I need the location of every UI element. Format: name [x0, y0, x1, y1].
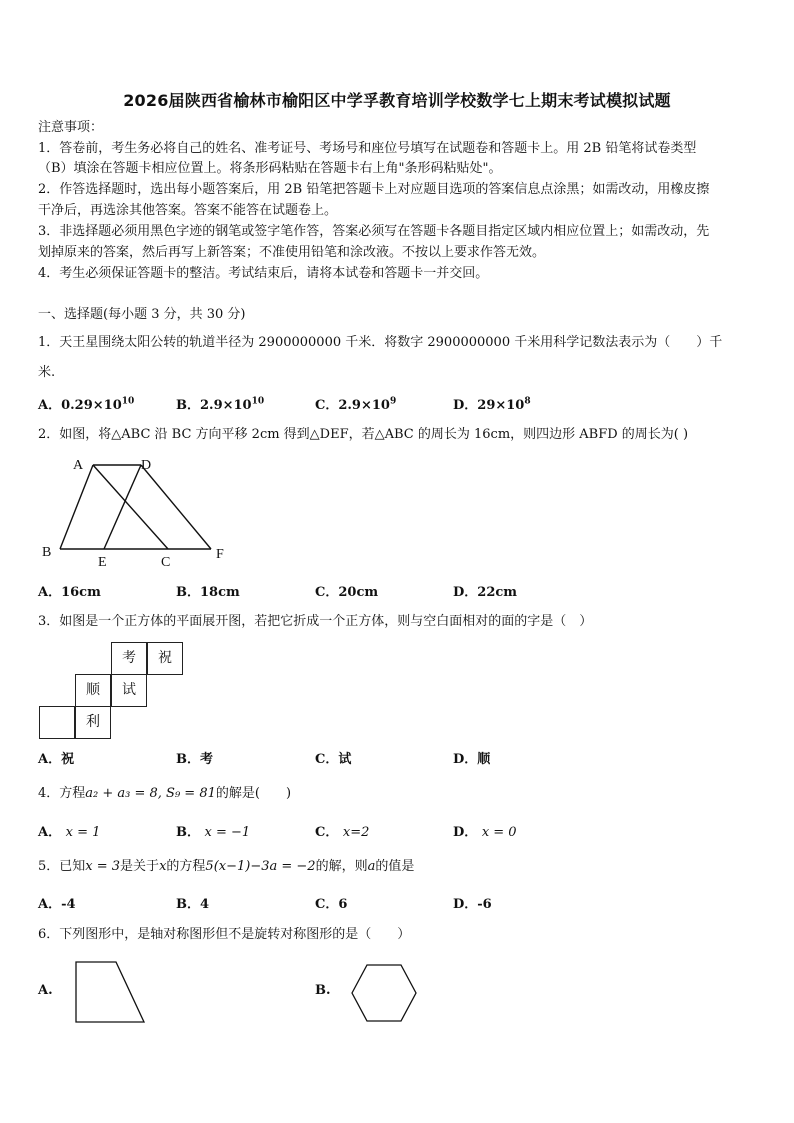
- q3-option-b[interactable]: B．考: [176, 752, 213, 767]
- q5-option-b[interactable]: B．4: [176, 897, 210, 912]
- q4-option-b[interactable]: B． x = −1: [176, 825, 251, 840]
- question-5-stem: 5．已知x = 3是关于x的方程5(x−1)−3a = −2的解，则a的值是: [38, 859, 415, 874]
- net-cell-shi: 试: [111, 674, 147, 707]
- segment-de: [104, 465, 141, 549]
- q4-option-d[interactable]: D． x = 0: [453, 825, 517, 840]
- q2-option-c[interactable]: C．20cm: [315, 585, 379, 600]
- right-trapezoid-figure: [72, 960, 152, 1026]
- q1-option-c[interactable]: C．$2.9\times 10^9$: [315, 396, 397, 413]
- segment-ac: [93, 465, 168, 549]
- section-heading: 一、选择题(每小题 3 分，共 30 分): [38, 307, 246, 322]
- question-2-stem: 2．如图，将△ABC 沿 BC 方向平移 2cm 得到△DEF，若△ABC 的周长为 16cm，则四边形 ABFD 的周长为( ): [38, 427, 689, 442]
- q5-equation: 5(x−1)−3a = −2: [205, 859, 316, 874]
- label-a: A: [73, 458, 84, 473]
- q3-option-a[interactable]: A．祝: [38, 752, 75, 767]
- notice-item: 2．作答选择题时，选出每小题答案后，用 2B 铅笔把答题卡上对应题目选项的答案信息点涂黑；如需改动，用橡皮擦: [38, 182, 710, 197]
- net-cell-li: 利: [75, 706, 111, 739]
- label-c: C: [161, 555, 171, 570]
- notice-item: 划掉原来的答案，然后再写上新答案；不准使用铅笔和涂改液。不按以上要求作答无效。: [38, 245, 546, 260]
- q2-option-b[interactable]: B．18cm: [176, 585, 240, 600]
- notice-item: 1．答卷前，考生务必将自己的姓名、准考证号、考场号和座位号填写在试题卷和答题卡上。用 2B 铅笔将试卷类型: [38, 141, 697, 156]
- notice-item: 3．非选择题必须用黑色字迹的钢笔或签字笔作答，答案必须写在答题卡各题目指定区域内相应位置上；如需改动，先: [38, 224, 710, 239]
- page-title: 2026届陕西省榆林市榆阳区中学孚教育培训学校数学七上期末考试模拟试题: [123, 91, 671, 110]
- question-4-stem: 4．方程a₂ + a₃ = 8, S₉ = 81的解是( ): [38, 786, 292, 801]
- label-d: D: [141, 458, 152, 473]
- notice-item: （B）填涂在答题卡相应位置上。将条形码粘贴在答题卡右上角"条形码粘贴处"。: [38, 161, 502, 176]
- question-3-stem: 3．如图是一个正方体的平面展开图，若把它折成一个正方体，则与空白面相对的面的字是（ ）: [38, 614, 593, 629]
- q4-option-c[interactable]: C． x=2: [315, 825, 370, 840]
- q4-option-a[interactable]: A． x = 1: [38, 825, 101, 840]
- q5-option-d[interactable]: D．-6: [453, 897, 492, 912]
- q4-equation: a₂ + a₃ = 8, S₉ = 81: [85, 786, 216, 801]
- q3-option-c[interactable]: C．试: [315, 752, 352, 767]
- q6-option-a[interactable]: A.: [38, 983, 53, 998]
- question-1-stem-cont: 米.: [38, 365, 56, 380]
- notice-heading: 注意事项：: [38, 120, 104, 135]
- translation-figure: [40, 452, 240, 572]
- q1-option-b[interactable]: B．$2.9\times 10^{10}$: [176, 396, 265, 413]
- q1-option-a[interactable]: A．$0.29\times 10^{10}$: [38, 396, 135, 413]
- q1-option-d[interactable]: D．$29\times 10^8$: [453, 396, 531, 413]
- net-cell-blank: [39, 706, 75, 739]
- label-f: F: [216, 547, 224, 562]
- net-cell-zhu: 祝: [147, 642, 183, 675]
- label-e: E: [98, 555, 107, 570]
- q2-option-d[interactable]: D．22cm: [453, 585, 518, 600]
- q3-option-d[interactable]: D．顺: [453, 752, 491, 767]
- question-6-stem: 6．下列图形中，是轴对称图形但不是旋转对称图形的是（ ）: [38, 927, 411, 942]
- hexagon-figure: [350, 962, 420, 1026]
- label-b: B: [42, 545, 52, 560]
- net-cell-kao: 考: [111, 642, 147, 675]
- q5-option-c[interactable]: C．6: [315, 897, 348, 912]
- segment-ab: [60, 465, 93, 549]
- question-1-stem: 1．天王星围绕太阳公转的轨道半径为 2900000000 千米．将数字 2900000000 千米用科学记数法表示为（ ）千: [38, 335, 723, 350]
- segment-df: [141, 465, 211, 549]
- q6-option-b[interactable]: B.: [315, 983, 331, 998]
- notice-item: 4．考生必须保证答题卡的整洁。考试结束后，请将本试卷和答题卡一并交回。: [38, 266, 489, 281]
- q5-option-a[interactable]: A．-4: [38, 897, 76, 912]
- net-cell-shun: 顺: [75, 674, 111, 707]
- notice-item: 干净后，再选涂其他答案。答案不能答在试题卷上。: [38, 203, 338, 218]
- q2-option-a[interactable]: A．16cm: [38, 585, 101, 600]
